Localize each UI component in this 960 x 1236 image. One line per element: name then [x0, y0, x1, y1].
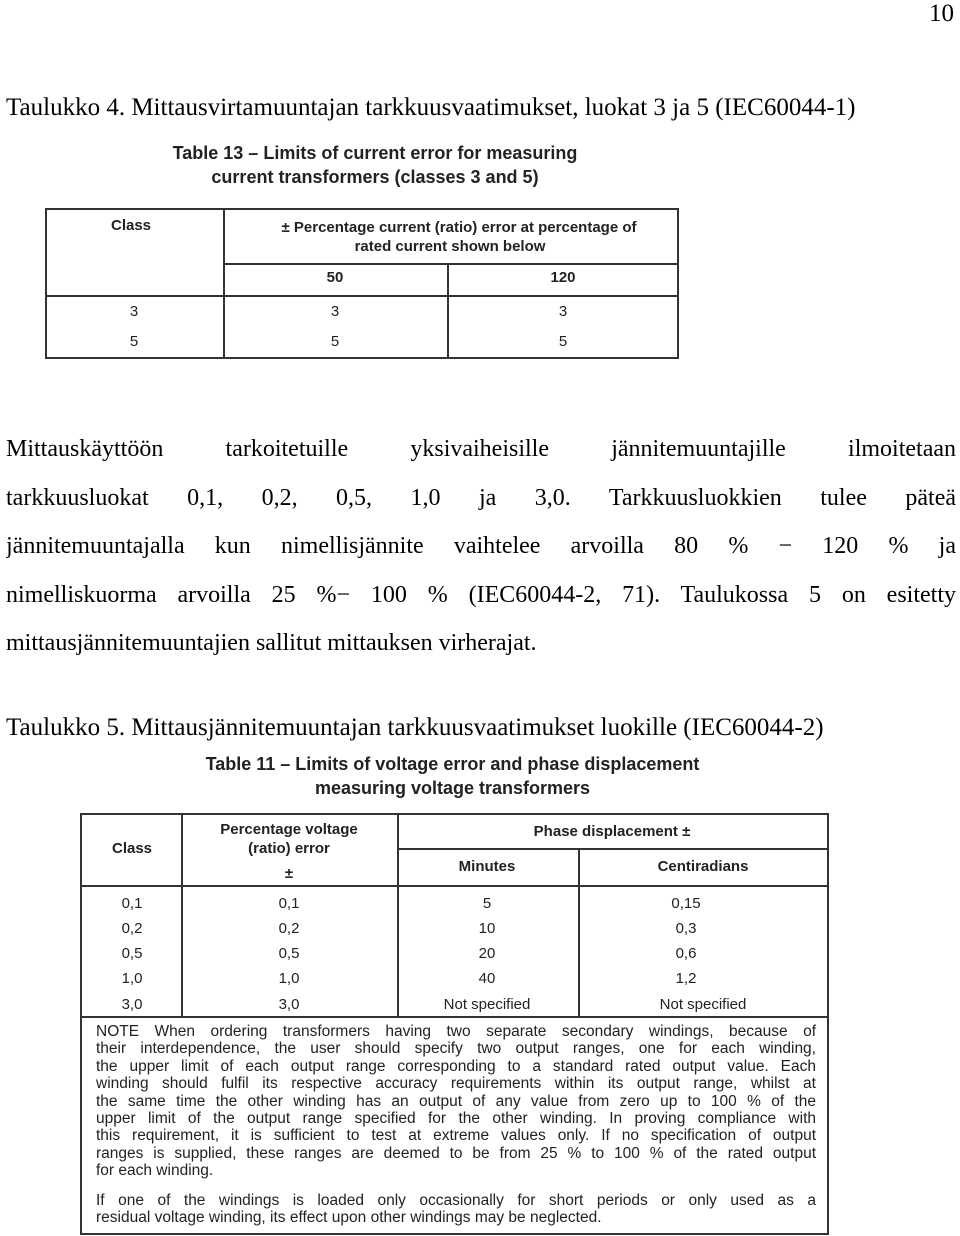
note-line: their interdependence, the user should specify two output ranges, one for each winding, [96, 1040, 816, 1058]
table-cell: 3,0 [121, 996, 143, 1013]
table-cell: 0,2 [121, 920, 143, 937]
table-cell: 0,15 [671, 895, 701, 912]
table-cell: Not specified [659, 996, 747, 1013]
table-cell: 3 [558, 303, 568, 320]
header-voltage-line: (ratio) error [248, 840, 330, 857]
header-centiradians: Centiradians [657, 858, 749, 875]
note-line: this requirement, it is sufficient to test at extreme values only. If no specification of output [96, 1127, 816, 1145]
table-cell: 20 [478, 945, 496, 962]
table-11-title-line: Table 11 – Limits of voltage error and phase displacement [205, 754, 700, 774]
table-11 [80, 813, 829, 1235]
note-line: the same time the other winding has an output of any value from zero up to 100 % of the [96, 1092, 816, 1110]
paragraph-line: tarkkuusluokat 0,1, 0,2, 0,5, 1,0 ja 3,0. Tarkkuusluokkien tulee päteä [6, 484, 956, 511]
header-minutes: Minutes [458, 858, 516, 875]
table-divider [47, 295, 677, 297]
table-cell: 1,0 [121, 970, 143, 987]
table-cell: 5 [129, 333, 139, 350]
table-divider [223, 263, 677, 265]
table-cell: Not specified [443, 996, 531, 1013]
table-divider [397, 848, 827, 850]
note-line: the upper limit of each output range corresponding to a standard rated output value. Each [96, 1057, 816, 1075]
table-cell: 1,2 [675, 970, 697, 987]
table-4-caption: Taulukko 4. Mittausvirtamuuntajan tarkkuusvaatimukset, luokat 3 ja 5 (IEC60044-1) [6, 94, 856, 121]
header-plus-minus: ± [284, 865, 294, 882]
header-50: 50 [326, 269, 344, 286]
table-cell: 10 [478, 920, 496, 937]
table-13-title-line: current transformers (classes 3 and 5) [211, 167, 539, 187]
table-cell: 5 [558, 333, 568, 350]
header-class: Class [111, 840, 153, 857]
header-error-line: ± Percentage current (ratio) error at percentage of [281, 219, 637, 236]
header-voltage-line: Percentage voltage [220, 821, 358, 838]
table-divider [82, 885, 827, 887]
table-note [96, 1023, 816, 1180]
table-11-title-line: measuring voltage transformers [314, 778, 591, 798]
table-cell: 5 [330, 333, 340, 350]
header-class: Class [111, 217, 152, 234]
note-line: winding should fulfil its respective accuracy requirements within its output range, whilst at [96, 1075, 816, 1093]
table-11-title [150, 752, 755, 800]
table-divider [181, 815, 183, 1016]
table-cell: 1,0 [278, 970, 300, 987]
note-line: residual voltage winding, its effect upon other windings may be neglected. [96, 1209, 602, 1227]
header-120: 120 [550, 269, 576, 286]
paragraph-line: nimelliskuorma arvoilla 25 %− 100 % (IEC60044-2, 71). Taulukossa 5 on esitetty [6, 581, 956, 608]
table-divider [578, 848, 580, 1016]
paragraph-line: mittausjännitemuuntajien sallitut mittauksen virherajat. [6, 630, 537, 656]
table-cell: 0,5 [278, 945, 300, 962]
table-cell: 0,3 [675, 920, 697, 937]
table-note-2 [96, 1192, 816, 1227]
table-cell: 0,5 [121, 945, 143, 962]
table-cell: 40 [478, 970, 496, 987]
header-error-line: rated current shown below [354, 238, 546, 255]
table-cell: 5 [482, 895, 492, 912]
paragraph-line: jännitemuuntajalla kun nimellisjännite vaihtelee arvoilla 80 % − 120 % ja [6, 533, 956, 559]
page-number: 10 [929, 0, 954, 27]
table-cell: 0,1 [121, 895, 143, 912]
note-line: NOTE When ordering transformers having two separate secondary windings, because of [96, 1023, 816, 1040]
paragraph-line: Mittauskäyttöön tarkoitetuille yksivaiheisille jännitemuuntajille ilmoitetaan [6, 436, 956, 462]
table-cell: 3 [330, 303, 340, 320]
note-line: upper limit of the output range specified for the other winding. In proving compliance with [96, 1110, 816, 1128]
table-5-caption: Taulukko 5. Mittausjännitemuuntajan tarkkuusvaatimukset luokille (IEC60044-2) [6, 714, 824, 741]
table-cell: 3 [129, 303, 139, 320]
body-paragraph [6, 425, 956, 668]
table-13-title-line: Table 13 – Limits of current error for measuring [172, 143, 578, 163]
table-divider [447, 263, 449, 357]
table-divider [223, 210, 225, 357]
table-divider [397, 815, 399, 1016]
note-line: If one of the windings is loaded only occasionally for short periods or only used as a [96, 1192, 816, 1209]
table-13 [45, 208, 679, 359]
table-cell: 0,6 [675, 945, 697, 962]
table-cell: 0,1 [278, 895, 300, 912]
table-13-title [120, 141, 630, 189]
note-line: for each winding. [96, 1162, 214, 1180]
note-line: ranges is supplied, these ranges are deemed to be from 25 % to 100 % of the rated output [96, 1144, 816, 1162]
header-phase-displacement: Phase displacement ± [533, 823, 691, 840]
table-divider [82, 1016, 827, 1018]
table-cell: 3,0 [278, 996, 300, 1013]
table-cell: 0,2 [278, 920, 300, 937]
